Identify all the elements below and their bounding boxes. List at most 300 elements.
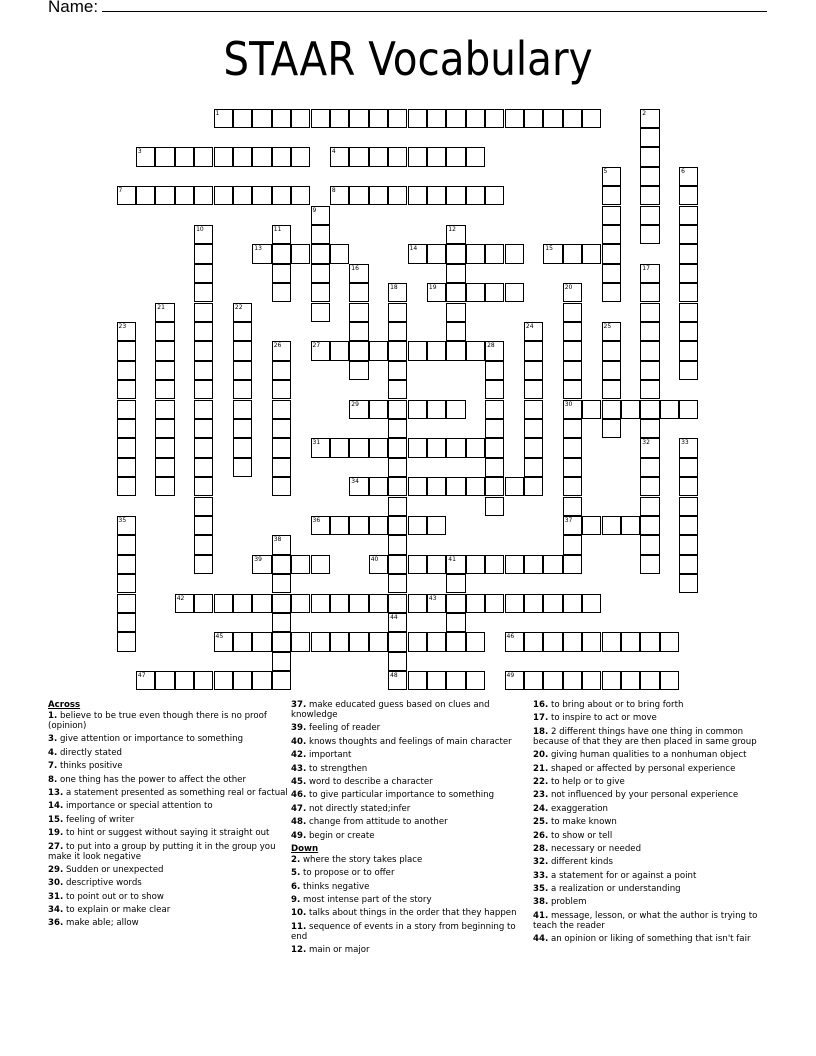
grid-cell[interactable] xyxy=(272,109,291,128)
grid-cell[interactable] xyxy=(369,555,388,574)
grid-cell[interactable] xyxy=(311,109,330,128)
grid-cell[interactable] xyxy=(543,244,562,263)
grid-cell[interactable] xyxy=(272,225,291,244)
grid-cell[interactable] xyxy=(640,671,659,690)
grid-cell[interactable] xyxy=(446,109,465,128)
grid-cell[interactable] xyxy=(563,303,582,322)
grid-cell[interactable] xyxy=(252,186,271,205)
grid-cell[interactable] xyxy=(272,613,291,632)
grid-cell[interactable] xyxy=(524,380,543,399)
grid-cell[interactable] xyxy=(252,244,271,263)
grid-cell[interactable] xyxy=(194,244,213,263)
grid-cell[interactable] xyxy=(194,497,213,516)
grid-cell[interactable] xyxy=(214,632,233,651)
grid-cell[interactable] xyxy=(311,206,330,225)
grid-cell[interactable] xyxy=(252,632,271,651)
grid-cell[interactable] xyxy=(446,574,465,593)
grid-cell[interactable] xyxy=(679,535,698,554)
grid-cell[interactable] xyxy=(660,400,679,419)
grid-cell[interactable] xyxy=(194,458,213,477)
grid-cell[interactable] xyxy=(446,438,465,457)
grid-cell[interactable] xyxy=(543,632,562,651)
grid-cell[interactable] xyxy=(427,671,446,690)
grid-cell[interactable] xyxy=(466,632,485,651)
grid-cell[interactable] xyxy=(563,555,582,574)
grid-cell[interactable] xyxy=(408,632,427,651)
grid-cell[interactable] xyxy=(621,632,640,651)
grid-cell[interactable] xyxy=(427,477,446,496)
grid-cell[interactable] xyxy=(505,109,524,128)
grid-cell[interactable] xyxy=(117,477,136,496)
grid-cell[interactable] xyxy=(505,283,524,302)
grid-cell[interactable] xyxy=(640,341,659,360)
grid-cell[interactable] xyxy=(446,594,465,613)
grid-cell[interactable] xyxy=(369,477,388,496)
grid-cell[interactable] xyxy=(214,594,233,613)
grid-cell[interactable] xyxy=(640,535,659,554)
grid-cell[interactable] xyxy=(388,186,407,205)
grid-cell[interactable] xyxy=(117,632,136,651)
grid-cell[interactable] xyxy=(388,535,407,554)
grid-cell[interactable] xyxy=(602,341,621,360)
grid-cell[interactable] xyxy=(485,477,504,496)
grid-cell[interactable] xyxy=(640,400,659,419)
grid-cell[interactable] xyxy=(194,186,213,205)
grid-cell[interactable] xyxy=(369,109,388,128)
grid-cell[interactable] xyxy=(369,341,388,360)
grid-cell[interactable] xyxy=(602,516,621,535)
grid-cell[interactable] xyxy=(349,109,368,128)
grid-cell[interactable] xyxy=(233,419,252,438)
grid-cell[interactable] xyxy=(602,671,621,690)
grid-cell[interactable] xyxy=(524,594,543,613)
grid-cell[interactable] xyxy=(602,244,621,263)
grid-cell[interactable] xyxy=(272,477,291,496)
grid-cell[interactable] xyxy=(543,594,562,613)
grid-cell[interactable] xyxy=(194,264,213,283)
grid-cell[interactable] xyxy=(446,613,465,632)
grid-cell[interactable] xyxy=(330,109,349,128)
grid-cell[interactable] xyxy=(369,147,388,166)
grid-cell[interactable] xyxy=(602,264,621,283)
grid-cell[interactable] xyxy=(117,322,136,341)
grid-cell[interactable] xyxy=(466,555,485,574)
grid-cell[interactable] xyxy=(388,400,407,419)
grid-cell[interactable] xyxy=(233,361,252,380)
grid-cell[interactable] xyxy=(117,555,136,574)
grid-cell[interactable] xyxy=(408,594,427,613)
grid-cell[interactable] xyxy=(291,594,310,613)
grid-cell[interactable] xyxy=(369,438,388,457)
grid-cell[interactable] xyxy=(155,361,174,380)
grid-cell[interactable] xyxy=(155,186,174,205)
grid-cell[interactable] xyxy=(388,147,407,166)
grid-cell[interactable] xyxy=(349,147,368,166)
grid-cell[interactable] xyxy=(155,400,174,419)
grid-cell[interactable] xyxy=(679,186,698,205)
grid-cell[interactable] xyxy=(582,594,601,613)
grid-cell[interactable] xyxy=(311,244,330,263)
grid-cell[interactable] xyxy=(446,671,465,690)
grid-cell[interactable] xyxy=(330,516,349,535)
grid-cell[interactable] xyxy=(155,380,174,399)
grid-cell[interactable] xyxy=(640,632,659,651)
grid-cell[interactable] xyxy=(349,303,368,322)
grid-cell[interactable] xyxy=(602,361,621,380)
grid-cell[interactable] xyxy=(408,147,427,166)
grid-cell[interactable] xyxy=(446,264,465,283)
grid-cell[interactable] xyxy=(640,555,659,574)
grid-cell[interactable] xyxy=(291,147,310,166)
grid-cell[interactable] xyxy=(679,516,698,535)
grid-cell[interactable] xyxy=(446,632,465,651)
grid-cell[interactable] xyxy=(602,632,621,651)
grid-cell[interactable] xyxy=(466,438,485,457)
grid-cell[interactable] xyxy=(485,341,504,360)
grid-cell[interactable] xyxy=(214,147,233,166)
grid-cell[interactable] xyxy=(369,400,388,419)
grid-cell[interactable] xyxy=(427,555,446,574)
grid-cell[interactable] xyxy=(194,516,213,535)
grid-cell[interactable] xyxy=(640,322,659,341)
grid-cell[interactable] xyxy=(621,671,640,690)
grid-cell[interactable] xyxy=(272,574,291,593)
grid-cell[interactable] xyxy=(446,400,465,419)
grid-cell[interactable] xyxy=(563,400,582,419)
grid-cell[interactable] xyxy=(427,632,446,651)
grid-cell[interactable] xyxy=(388,477,407,496)
grid-cell[interactable] xyxy=(427,438,446,457)
grid-cell[interactable] xyxy=(446,341,465,360)
grid-cell[interactable] xyxy=(524,555,543,574)
grid-cell[interactable] xyxy=(408,186,427,205)
grid-cell[interactable] xyxy=(272,535,291,554)
grid-cell[interactable] xyxy=(272,341,291,360)
grid-cell[interactable] xyxy=(349,632,368,651)
grid-cell[interactable] xyxy=(679,341,698,360)
grid-cell[interactable] xyxy=(311,438,330,457)
grid-cell[interactable] xyxy=(194,341,213,360)
grid-cell[interactable] xyxy=(408,400,427,419)
grid-cell[interactable] xyxy=(194,380,213,399)
grid-cell[interactable] xyxy=(602,206,621,225)
grid-cell[interactable] xyxy=(466,341,485,360)
grid-cell[interactable] xyxy=(563,419,582,438)
grid-cell[interactable] xyxy=(524,632,543,651)
grid-cell[interactable] xyxy=(388,497,407,516)
grid-cell[interactable] xyxy=(155,419,174,438)
grid-cell[interactable] xyxy=(388,671,407,690)
grid-cell[interactable] xyxy=(485,186,504,205)
grid-cell[interactable] xyxy=(408,477,427,496)
grid-cell[interactable] xyxy=(388,438,407,457)
grid-cell[interactable] xyxy=(155,322,174,341)
grid-cell[interactable] xyxy=(679,458,698,477)
grid-cell[interactable] xyxy=(660,632,679,651)
grid-cell[interactable] xyxy=(582,632,601,651)
grid-cell[interactable] xyxy=(272,147,291,166)
grid-cell[interactable] xyxy=(369,516,388,535)
grid-cell[interactable] xyxy=(582,671,601,690)
grid-cell[interactable] xyxy=(349,186,368,205)
grid-cell[interactable] xyxy=(117,516,136,535)
grid-cell[interactable] xyxy=(446,555,465,574)
grid-cell[interactable] xyxy=(524,361,543,380)
grid-cell[interactable] xyxy=(233,109,252,128)
grid-cell[interactable] xyxy=(679,555,698,574)
grid-cell[interactable] xyxy=(233,322,252,341)
grid-cell[interactable] xyxy=(388,109,407,128)
grid-cell[interactable] xyxy=(272,186,291,205)
grid-cell[interactable] xyxy=(175,594,194,613)
grid-cell[interactable] xyxy=(194,535,213,554)
grid-cell[interactable] xyxy=(330,186,349,205)
grid-cell[interactable] xyxy=(272,671,291,690)
grid-cell[interactable] xyxy=(194,671,213,690)
grid-cell[interactable] xyxy=(408,555,427,574)
grid-cell[interactable] xyxy=(194,419,213,438)
grid-cell[interactable] xyxy=(369,594,388,613)
grid-cell[interactable] xyxy=(233,458,252,477)
grid-cell[interactable] xyxy=(466,186,485,205)
grid-cell[interactable] xyxy=(543,555,562,574)
grid-cell[interactable] xyxy=(679,167,698,186)
grid-cell[interactable] xyxy=(679,264,698,283)
grid-cell[interactable] xyxy=(679,225,698,244)
grid-cell[interactable] xyxy=(543,109,562,128)
grid-cell[interactable] xyxy=(233,438,252,457)
grid-cell[interactable] xyxy=(485,283,504,302)
grid-cell[interactable] xyxy=(272,594,291,613)
grid-cell[interactable] xyxy=(408,109,427,128)
grid-cell[interactable] xyxy=(446,225,465,244)
grid-cell[interactable] xyxy=(233,400,252,419)
grid-cell[interactable] xyxy=(349,477,368,496)
grid-cell[interactable] xyxy=(679,303,698,322)
grid-cell[interactable] xyxy=(640,477,659,496)
grid-cell[interactable] xyxy=(408,244,427,263)
grid-cell[interactable] xyxy=(388,632,407,651)
grid-cell[interactable] xyxy=(524,400,543,419)
grid-cell[interactable] xyxy=(524,322,543,341)
grid-cell[interactable] xyxy=(505,477,524,496)
grid-cell[interactable] xyxy=(117,419,136,438)
grid-cell[interactable] xyxy=(272,244,291,263)
grid-cell[interactable] xyxy=(621,400,640,419)
grid-cell[interactable] xyxy=(505,671,524,690)
grid-cell[interactable] xyxy=(388,574,407,593)
grid-cell[interactable] xyxy=(427,400,446,419)
grid-cell[interactable] xyxy=(349,322,368,341)
grid-cell[interactable] xyxy=(252,671,271,690)
grid-cell[interactable] xyxy=(214,186,233,205)
grid-cell[interactable] xyxy=(349,438,368,457)
grid-cell[interactable] xyxy=(252,594,271,613)
grid-cell[interactable] xyxy=(330,341,349,360)
grid-cell[interactable] xyxy=(427,147,446,166)
grid-cell[interactable] xyxy=(214,109,233,128)
grid-cell[interactable] xyxy=(272,438,291,457)
grid-cell[interactable] xyxy=(563,671,582,690)
grid-cell[interactable] xyxy=(388,380,407,399)
grid-cell[interactable] xyxy=(485,458,504,477)
grid-cell[interactable] xyxy=(563,109,582,128)
grid-cell[interactable] xyxy=(485,419,504,438)
grid-cell[interactable] xyxy=(602,380,621,399)
grid-cell[interactable] xyxy=(233,380,252,399)
grid-cell[interactable] xyxy=(214,671,233,690)
grid-cell[interactable] xyxy=(446,283,465,302)
grid-cell[interactable] xyxy=(291,555,310,574)
grid-cell[interactable] xyxy=(485,109,504,128)
grid-cell[interactable] xyxy=(330,147,349,166)
grid-cell[interactable] xyxy=(679,400,698,419)
grid-cell[interactable] xyxy=(194,400,213,419)
grid-cell[interactable] xyxy=(640,206,659,225)
grid-cell[interactable] xyxy=(291,632,310,651)
grid-cell[interactable] xyxy=(427,244,446,263)
grid-cell[interactable] xyxy=(388,555,407,574)
grid-cell[interactable] xyxy=(563,380,582,399)
grid-cell[interactable] xyxy=(233,186,252,205)
grid-cell[interactable] xyxy=(252,109,271,128)
grid-cell[interactable] xyxy=(233,341,252,360)
grid-cell[interactable] xyxy=(563,283,582,302)
grid-cell[interactable] xyxy=(117,341,136,360)
grid-cell[interactable] xyxy=(485,438,504,457)
grid-cell[interactable] xyxy=(466,283,485,302)
grid-cell[interactable] xyxy=(563,535,582,554)
grid-cell[interactable] xyxy=(485,244,504,263)
grid-cell[interactable] xyxy=(388,361,407,380)
grid-cell[interactable] xyxy=(388,516,407,535)
grid-cell[interactable] xyxy=(233,594,252,613)
grid-cell[interactable] xyxy=(563,438,582,457)
grid-cell[interactable] xyxy=(524,419,543,438)
grid-cell[interactable] xyxy=(175,147,194,166)
grid-cell[interactable] xyxy=(582,400,601,419)
grid-cell[interactable] xyxy=(117,361,136,380)
grid-cell[interactable] xyxy=(117,613,136,632)
grid-cell[interactable] xyxy=(582,516,601,535)
grid-cell[interactable] xyxy=(136,186,155,205)
grid-cell[interactable] xyxy=(349,594,368,613)
grid-cell[interactable] xyxy=(563,477,582,496)
grid-cell[interactable] xyxy=(563,244,582,263)
grid-cell[interactable] xyxy=(466,109,485,128)
grid-cell[interactable] xyxy=(175,671,194,690)
grid-cell[interactable] xyxy=(272,555,291,574)
grid-cell[interactable] xyxy=(563,632,582,651)
grid-cell[interactable] xyxy=(349,283,368,302)
grid-cell[interactable] xyxy=(117,380,136,399)
grid-cell[interactable] xyxy=(194,361,213,380)
grid-cell[interactable] xyxy=(291,244,310,263)
grid-cell[interactable] xyxy=(194,322,213,341)
grid-cell[interactable] xyxy=(446,147,465,166)
grid-cell[interactable] xyxy=(194,303,213,322)
grid-cell[interactable] xyxy=(640,458,659,477)
grid-cell[interactable] xyxy=(660,671,679,690)
grid-cell[interactable] xyxy=(311,341,330,360)
grid-cell[interactable] xyxy=(485,497,504,516)
grid-cell[interactable] xyxy=(446,477,465,496)
grid-cell[interactable] xyxy=(640,361,659,380)
grid-cell[interactable] xyxy=(311,594,330,613)
grid-cell[interactable] xyxy=(679,283,698,302)
grid-cell[interactable] xyxy=(233,632,252,651)
grid-cell[interactable] xyxy=(485,361,504,380)
grid-cell[interactable] xyxy=(330,438,349,457)
grid-cell[interactable] xyxy=(466,671,485,690)
name-blank-line[interactable] xyxy=(102,0,767,12)
grid-cell[interactable] xyxy=(233,671,252,690)
grid-cell[interactable] xyxy=(640,167,659,186)
grid-cell[interactable] xyxy=(505,632,524,651)
grid-cell[interactable] xyxy=(427,341,446,360)
grid-cell[interactable] xyxy=(194,555,213,574)
grid-cell[interactable] xyxy=(563,361,582,380)
grid-cell[interactable] xyxy=(388,419,407,438)
grid-cell[interactable] xyxy=(349,400,368,419)
grid-cell[interactable] xyxy=(602,283,621,302)
grid-cell[interactable] xyxy=(311,225,330,244)
grid-cell[interactable] xyxy=(679,244,698,263)
grid-cell[interactable] xyxy=(602,225,621,244)
grid-cell[interactable] xyxy=(155,147,174,166)
grid-cell[interactable] xyxy=(155,477,174,496)
grid-cell[interactable] xyxy=(446,303,465,322)
grid-cell[interactable] xyxy=(640,380,659,399)
grid-cell[interactable] xyxy=(640,186,659,205)
grid-cell[interactable] xyxy=(155,671,174,690)
grid-cell[interactable] xyxy=(466,594,485,613)
grid-cell[interactable] xyxy=(679,206,698,225)
grid-cell[interactable] xyxy=(466,477,485,496)
grid-cell[interactable] xyxy=(524,458,543,477)
grid-cell[interactable] xyxy=(291,186,310,205)
grid-cell[interactable] xyxy=(194,594,213,613)
grid-cell[interactable] xyxy=(427,594,446,613)
grid-cell[interactable] xyxy=(524,341,543,360)
grid-cell[interactable] xyxy=(563,516,582,535)
grid-cell[interactable] xyxy=(640,109,659,128)
grid-cell[interactable] xyxy=(640,497,659,516)
grid-cell[interactable] xyxy=(582,109,601,128)
grid-cell[interactable] xyxy=(194,477,213,496)
grid-cell[interactable] xyxy=(311,264,330,283)
grid-cell[interactable] xyxy=(117,458,136,477)
grid-cell[interactable] xyxy=(621,516,640,535)
grid-cell[interactable] xyxy=(272,361,291,380)
grid-cell[interactable] xyxy=(563,594,582,613)
grid-cell[interactable] xyxy=(136,671,155,690)
grid-cell[interactable] xyxy=(446,322,465,341)
grid-cell[interactable] xyxy=(563,497,582,516)
grid-cell[interactable] xyxy=(272,380,291,399)
grid-cell[interactable] xyxy=(155,303,174,322)
grid-cell[interactable] xyxy=(194,438,213,457)
grid-cell[interactable] xyxy=(194,147,213,166)
grid-cell[interactable] xyxy=(408,341,427,360)
grid-cell[interactable] xyxy=(563,458,582,477)
grid-cell[interactable] xyxy=(679,361,698,380)
grid-cell[interactable] xyxy=(640,128,659,147)
grid-cell[interactable] xyxy=(388,303,407,322)
grid-cell[interactable] xyxy=(252,147,271,166)
grid-cell[interactable] xyxy=(252,555,271,574)
grid-cell[interactable] xyxy=(272,264,291,283)
